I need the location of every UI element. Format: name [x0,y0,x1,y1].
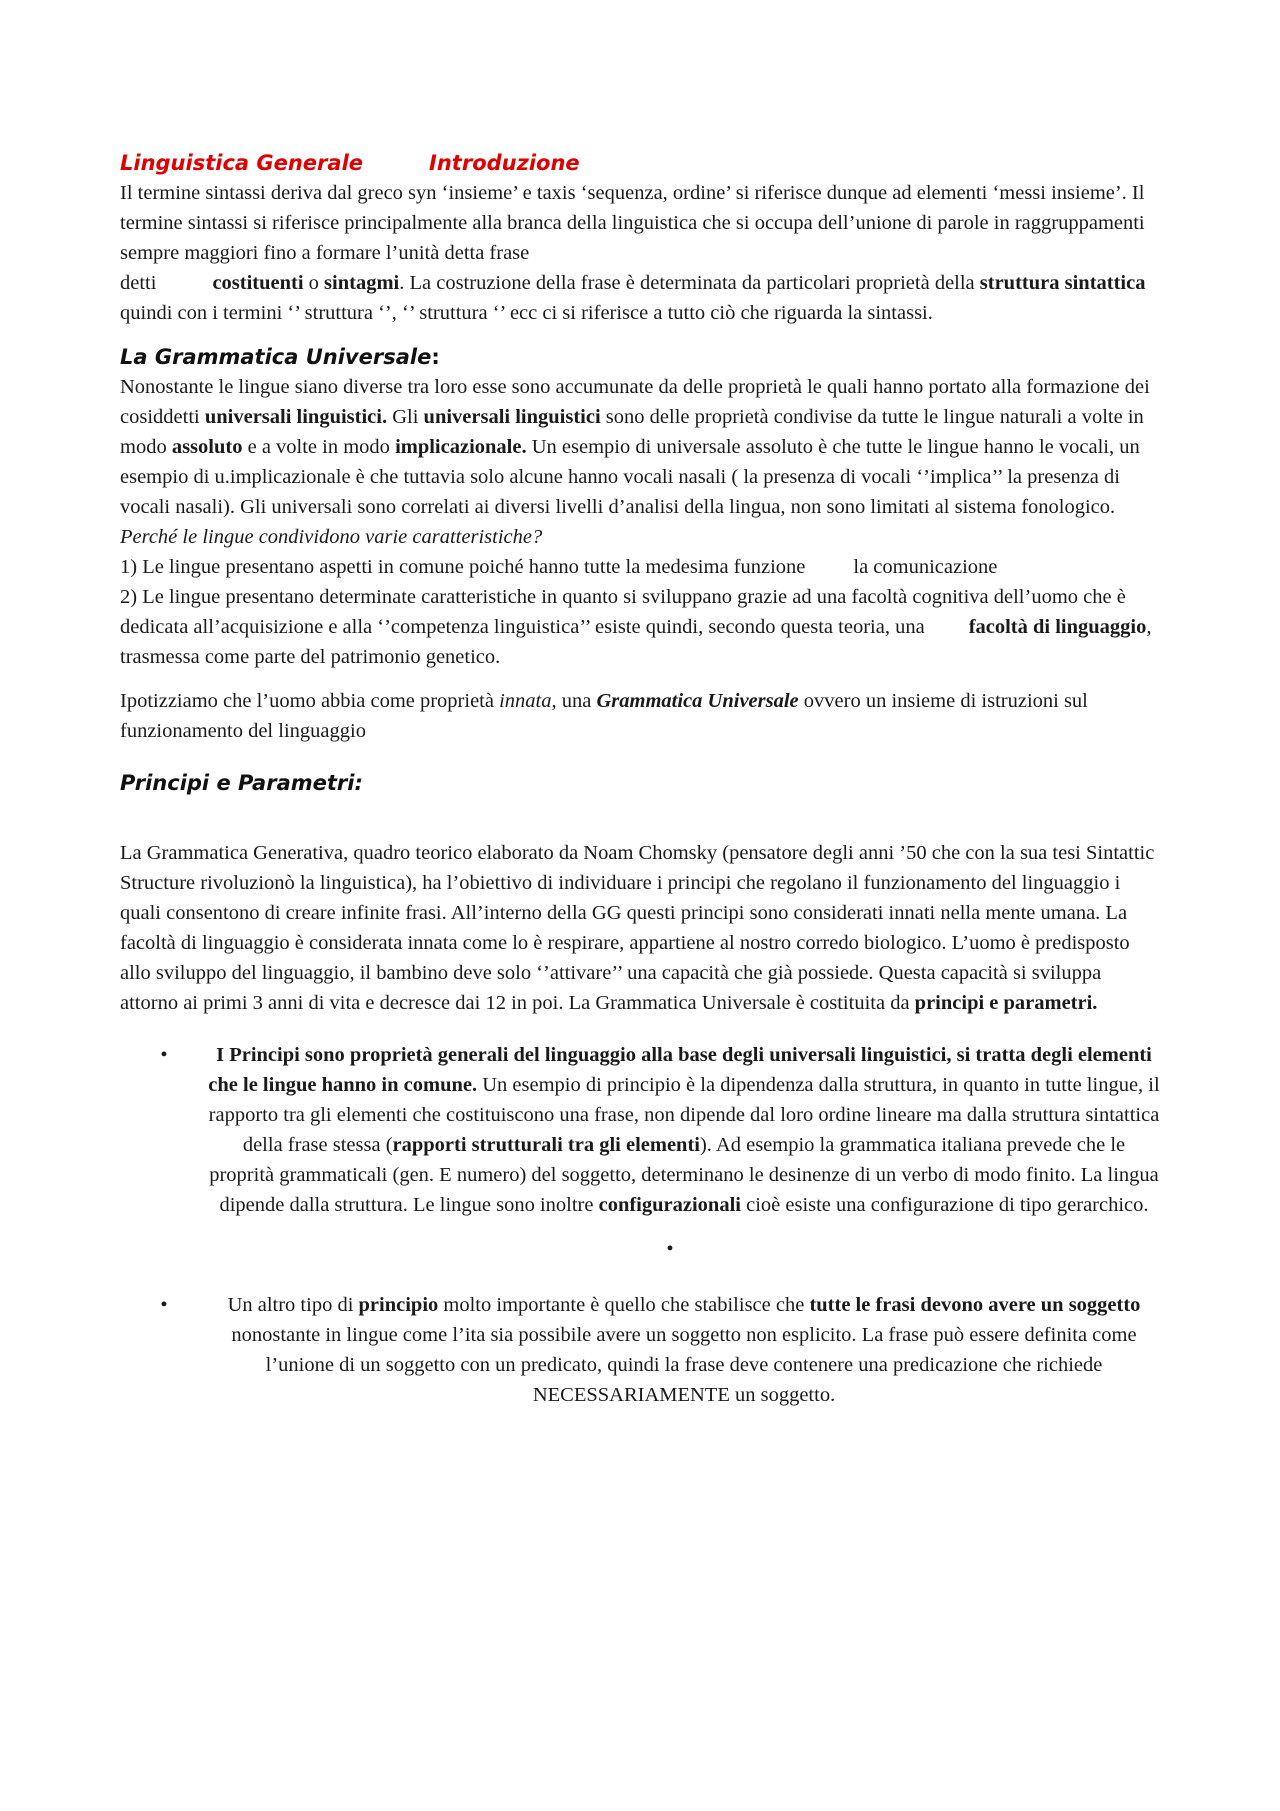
gu-paragraph [120,372,1160,522]
principles-list-2 [120,1290,1160,1410]
intro-paragraph [120,178,1160,328]
gu-question [120,522,1160,552]
term-assoluto: assoluto [171,436,243,458]
b1-text-a: Un esempio di principio è la dipendenza dalla struttura, in quanto in tutte lingue, il rapporto tra gli elementi che costituiscono una frase, non dipende dal loro ordine lineare ma dalla struttura sintattica della frase stessa ( [208,1074,1160,1156]
term-costituenti: costituenti [212,272,304,294]
intro-detti: detti [120,272,157,294]
b2-text-a: Un altro tipo di [227,1294,359,1316]
intro-o: o [303,272,325,294]
reason-2 [120,582,1160,672]
document-body [120,148,1160,1410]
empty-bullet-icon: • [666,1238,674,1260]
reason-2-tail: , trasmessa come parte del patrimonio genetico. [120,616,1152,668]
question-text: Perché le lingue condividono varie caratteristiche? [120,526,543,548]
term-grammatica-universale: Grammatica Universale [596,690,799,712]
term-implicazionale: implicazionale. [395,436,527,458]
term-innata: innata [499,690,552,712]
gu-text-f: Un esempio di universale assoluto è che tutte le lingue hanno le vocali, un esempio di u.implicazionale è che tuttavia solo alcune hanno vocali nasali ( la presenza di vocali ‘’implica’’ la presenza di vocali nasali). Gli universali sono correlati ai diversi livelli d’analisi della lingua, non sono limitati al sistema fonologico. [120,436,1140,518]
gu-text-a: Nonostante le lingue siano diverse tra loro esse sono accumunate da delle proprietà le quali hanno portato alla formazione dei cosiddetti [120,376,1150,428]
reason-1-result: la comunicazione [853,556,998,578]
heading-colon: : [431,345,440,369]
term-universali-2: universali linguistici [423,406,601,428]
b2-text-d: nonostante in lingue come l’ita sia possibile avere un soggetto non esplicito. La frase può essere definita come l’unione di un soggetto con un predicato, quindi la frase deve contenere una predicazione che richiede NECESSARIAMENTE un soggetto. [231,1324,1137,1406]
pp-paragraph [120,838,1160,1018]
b1-text-d: cioè esiste una configurazione di tipo gerarchico. [740,1194,1149,1216]
title-left: Linguistica Generale [120,151,364,175]
bullet-icon: • [160,1044,168,1066]
reason-1-text: 1) Le lingue presentano aspetti in comune poiché hanno tutte la medesima funzione [120,556,806,578]
term-universali-1: universali linguistici. [204,406,388,428]
intro-text-3: quindi con i termini ‘’ struttura ‘’, ‘’ struttura ‘’ ecc ci si riferisce a tutto ciò che riguarda la sintassi. [120,302,933,324]
list-item [120,1040,1160,1220]
list-item [120,1290,1160,1410]
bullet-icon: • [160,1294,168,1316]
hyp-text-b: , una [551,690,597,712]
term-principi-parametri: principi e parametri. [914,992,1098,1014]
principles-list [120,1040,1160,1220]
term-sintagmi: sintagmi [324,272,400,294]
principle-definition: I Principi sono proprietà generali del linguaggio alla base degli universali linguistici, si tratta degli elementi che le lingue hanno in comune. [208,1044,1152,1096]
document-title [120,148,1160,178]
b1-text-c: ). Ad esempio la grammatica italiana prevede che le proprità grammaticali (gen. E numero) del soggetto, determinano le desinenze di un verbo di modo finito. La lingua dipende dalla struttura. Le lingue sono inoltre [209,1134,1159,1216]
intro-text-1: Il termine sintassi deriva dal greco syn ‘insieme’ e taxis ‘sequenza, ordine’ si riferisce dunque ad elementi ‘messi insieme’. Il termine sintassi si riferisce principalmente alla branca della linguistica che si occupa dell’unione di parole in raggruppamenti sempre maggiori fino a formare l’unità detta frase [120,182,1145,264]
gu-text-c: Gli [387,406,424,428]
intro-text-2: . La costruzione della frase è determinata da particolari proprietà della [399,272,980,294]
b2-text-c: molto importante è quello che stabilisce che [438,1294,810,1316]
term-struttura-sintattica: struttura sintattica [979,272,1146,294]
term-principio: principio [358,1294,439,1316]
gu-text-e: e a volte in modo [242,436,396,458]
heading-text: La Grammatica Universale [120,345,432,369]
term-rapporti-strutturali: rapporti strutturali tra gli elementi [392,1134,700,1156]
reason-1 [120,552,1160,582]
gu-text-d: sono delle proprietà condivise da tutte le lingue naturali a volte in modo [120,406,1144,458]
reason-2-text: 2) Le lingue presentano determinate caratteristiche in quanto si sviluppano grazie ad una facoltà cognitiva dell’uomo che è dedicata all’acquisizione e alla ‘’competenza linguistica’’ esiste quindi, secondo questa teoria, una [120,586,1126,638]
term-facolta-linguaggio: facoltà di linguaggio [968,616,1147,638]
section-heading-grammatica-universale [120,342,1160,372]
hyp-text-a: Ipotizziamo che l’uomo abbia come proprietà [120,690,500,712]
hyp-text-c: ovvero un insieme di istruzioni sul funzionamento del linguaggio [120,690,1088,742]
term-configurazionali: configurazionali [598,1194,741,1216]
section-heading-principi-parametri: Principi e Parametri: [120,771,363,795]
pp-text-a: La Grammatica Generativa, quadro teorico elaborato da Noam Chomsky (pensatore degli anni ’50 che con la sua tesi Sintattic Structure rivoluzionò la linguistica), ha l’obiettivo di individuare i principi che regolano il funzionamento del linguaggio i quali consentono di creare infinite frasi. All’interno della GG questi principi sono considerati innati nella mente umana. La facoltà di linguaggio è considerata innata come lo è respirare, appartiene al nostro corredo biologico. L’uomo è predisposto allo sviluppo del linguaggio, il bambino deve solo ‘’attivare’’ una capacità che già possiede. Questa capacità si sviluppa attorno ai primi 3 anni di vita e decresce dai 12 in poi. La Grammatica Universale è costituita da [120,842,1155,1014]
gu-hypothesis [120,686,1160,746]
term-frasi-soggetto: tutte le frasi devono avere un soggetto [809,1294,1141,1316]
title-right: Introduzione [429,151,580,175]
